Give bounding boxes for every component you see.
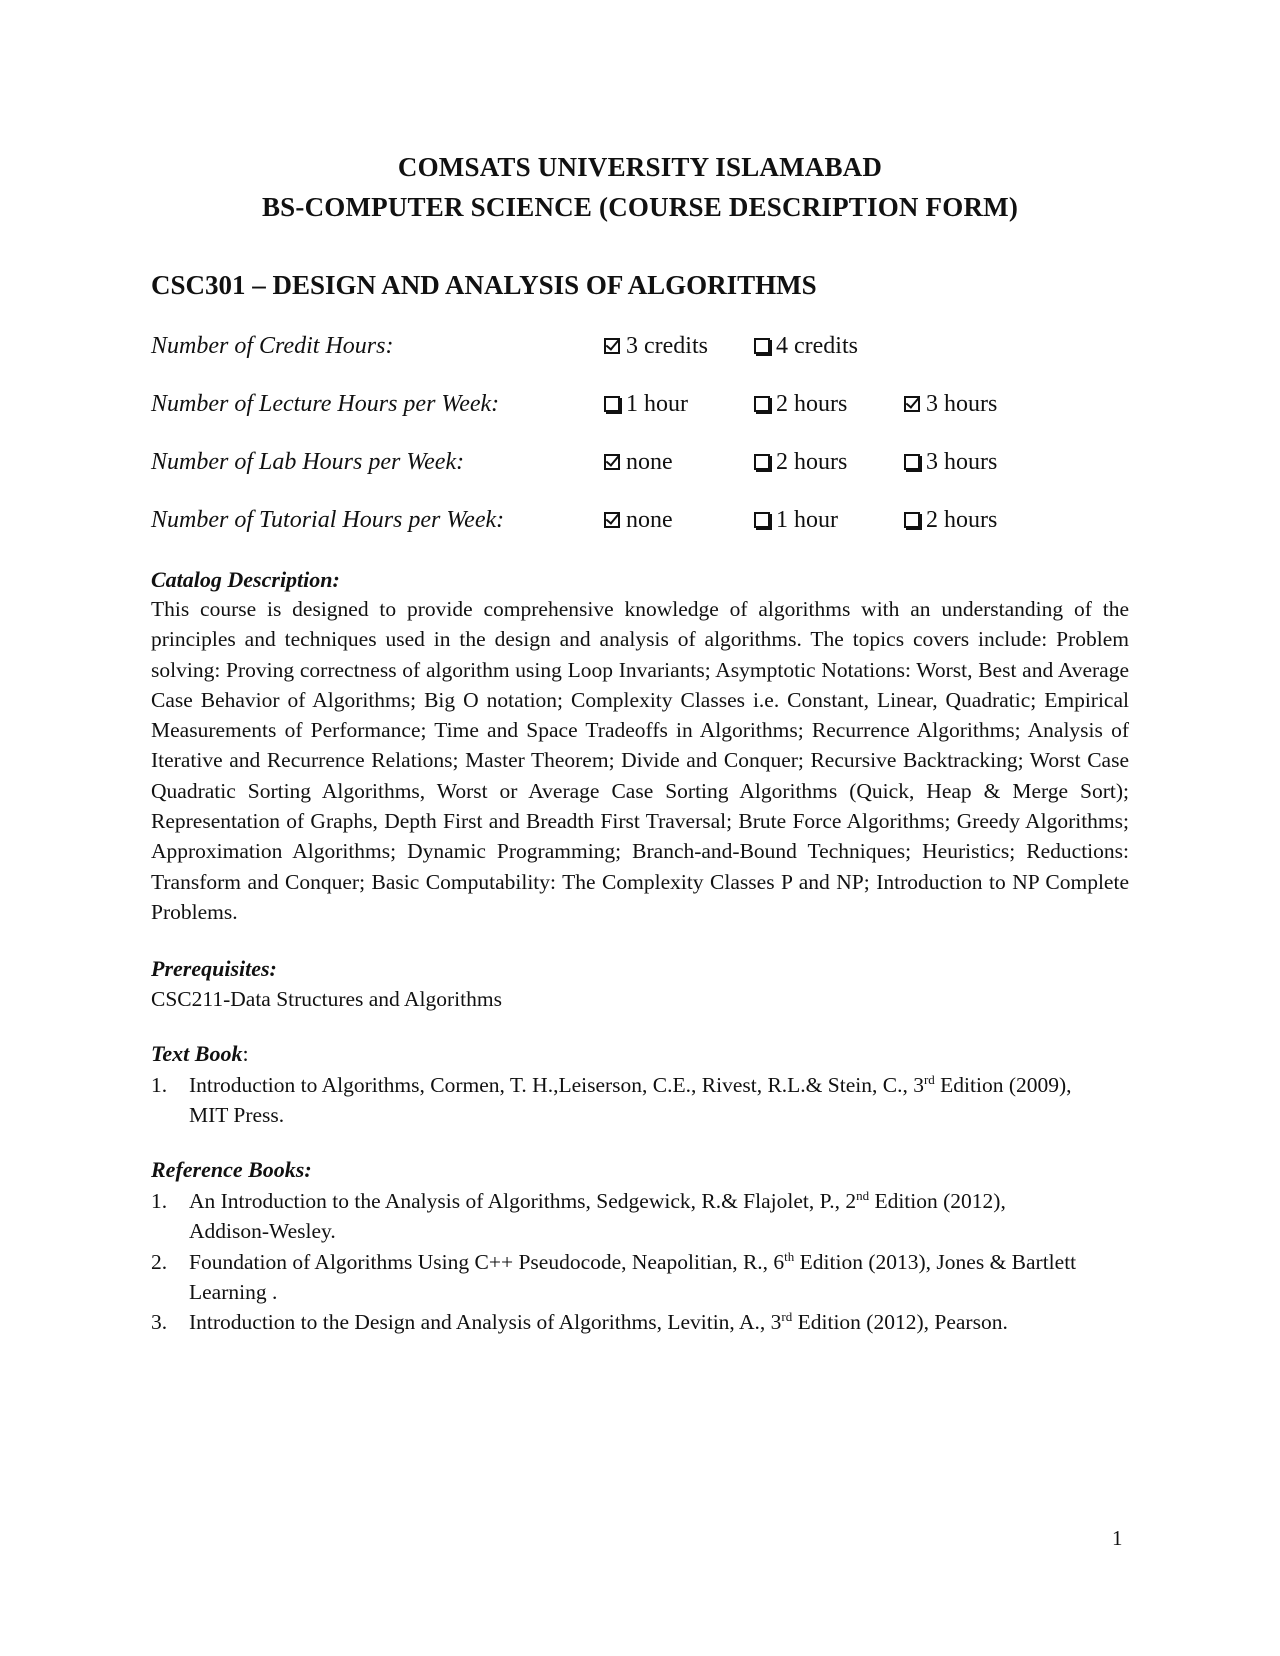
lab-hours-label: Number of Lab Hours per Week: [151, 449, 465, 475]
unchecked-box-icon [904, 454, 920, 470]
item-text: Introduction to the Design and Analysis of Algorithms, Levitin, A., 3 [189, 1310, 782, 1335]
lab-hours-row [151, 449, 1111, 481]
catalog-description: This course is designed to provide comprehensive knowledge of algorithms with an understanding of the principles and techniques used in the design and analysis of algorithms. The topics covers include: Problem solving: Proving correctness of algorithm using Loop Invariants; Asymptotic Notations: Worst, Best and Average Case Behavior of Algorithms; Big O notation; Complexity Classes i.e. Constant, Linear, Quadratic; Empirical Measurements of Performance; Time and Space Tradeoffs in Algorithms; Recurrence Algorithms; Analysis of Iterative and Recurrence Relations; Master Theorem; Divide and Conquer; Recursive Backtracking; Worst Case Quadratic Sorting Algorithms, Worst or Average Case Sorting Algorithms (Quick, Heap & Merge Sort); Representation of Graphs, Depth First and Breadth First Traversal; Brute Force Algorithms; Greedy Algorithms; Approximation Algorithms; Dynamic Programming; Branch-and-Bound Techniques; Heuristics; Reductions: Transform and Conquer; Basic Computability: The Complexity Classes P and NP; Introduction to NP Complete Problems. [151, 597, 1129, 924]
program-title: BS-COMPUTER SCIENCE (COURSE DESCRIPTION FORM) [261, 192, 1019, 222]
unchecked-box-icon [754, 512, 770, 528]
lecture-option-3 [904, 391, 997, 418]
tutorial-option-none [604, 507, 673, 534]
option-label: 4 credits [776, 333, 858, 359]
textbook-list [151, 1070, 1081, 1131]
list-item [151, 1307, 1081, 1337]
option-label: 1 hour [776, 507, 838, 533]
item-number: 1. [151, 1073, 168, 1097]
tutorial-hours-label: Number of Tutorial Hours per Week: [151, 507, 505, 533]
option-label: 3 hours [926, 449, 998, 475]
textbook-heading-label: Text Book [151, 1041, 243, 1066]
list-item [151, 1070, 1081, 1131]
checked-box-icon [904, 396, 920, 412]
university-name: COMSATS UNIVERSITY ISLAMABAD [397, 152, 883, 182]
item-number: 3. [151, 1310, 168, 1335]
list-item [151, 1186, 1081, 1247]
option-label: none [626, 507, 673, 533]
page-number: 1 [1112, 1526, 1123, 1550]
textbook-heading-colon: : [242, 1041, 249, 1066]
option-label: 2 hours [926, 507, 998, 533]
item-text-rest: Edition (2013), Jones & Bartlett Learning . [189, 1249, 1077, 1304]
checked-box-icon [604, 454, 620, 470]
credit-hours-row [151, 333, 1111, 365]
catalog-heading: Catalog Description: [151, 567, 340, 592]
item-superscript: rd [923, 1071, 935, 1087]
item-superscript: rd [781, 1309, 793, 1325]
option-label: 2 hours [776, 391, 848, 417]
lecture-hours-row [151, 391, 1111, 423]
option-label: 3 credits [626, 333, 708, 359]
course-title: CSC301 – DESIGN AND ANALYSIS OF ALGORITHMS [151, 270, 817, 300]
unchecked-box-icon [604, 396, 620, 412]
item-text-rest: Edition (2009), MIT Press. [189, 1073, 1072, 1128]
item-superscript: th [784, 1248, 795, 1264]
prerequisites-heading: Prerequisites: [151, 956, 277, 981]
item-superscript: nd [856, 1187, 870, 1203]
credit-hours-label: Number of Credit Hours: [151, 333, 394, 359]
lab-option-3 [904, 449, 997, 476]
option-label: 3 hours [926, 391, 998, 417]
credit-option-4 [754, 333, 858, 360]
unchecked-box-icon [904, 512, 920, 528]
reference-books-heading: Reference Books: [151, 1157, 312, 1182]
lecture-hours-label: Number of Lecture Hours per Week: [151, 391, 500, 417]
checked-box-icon [604, 338, 620, 354]
tutorial-hours-row [151, 507, 1111, 539]
lab-option-2 [754, 449, 847, 476]
unchecked-box-icon [754, 338, 770, 354]
list-item [151, 1247, 1081, 1308]
item-text: Foundation of Algorithms Using C++ Pseudocode, Neapolitian, R., 6 [189, 1249, 785, 1274]
checked-box-icon [604, 512, 620, 528]
item-text: An Introduction to the Analysis of Algorithms, Sedgewick, R.& Flajolet, P., 2 [189, 1189, 857, 1213]
lab-option-none [604, 449, 673, 476]
lecture-option-2 [754, 391, 847, 418]
item-number: 2. [151, 1249, 168, 1274]
unchecked-box-icon [754, 454, 770, 470]
tutorial-option-2 [904, 507, 997, 534]
option-label: 2 hours [776, 449, 848, 475]
option-label: 1 hour [626, 391, 688, 417]
item-text: Introduction to Algorithms, Cormen, T. H.,Leiserson, C.E., Rivest, R.L.& Stein, C., 3 [189, 1073, 924, 1097]
item-text-rest: Edition (2012), Pearson. [792, 1310, 1008, 1335]
unchecked-box-icon [754, 396, 770, 412]
option-label: none [626, 449, 673, 475]
textbook-heading [151, 1041, 249, 1067]
item-text-rest: Edition (2012), Addison-Wesley. [189, 1189, 1006, 1244]
reference-books-list [151, 1186, 1081, 1337]
item-number: 1. [151, 1189, 168, 1213]
prerequisites-text: CSC211-Data Structures and Algorithms [151, 987, 502, 1011]
lecture-option-1 [604, 391, 688, 418]
credit-option-3 [604, 333, 708, 360]
tutorial-option-1 [754, 507, 838, 534]
